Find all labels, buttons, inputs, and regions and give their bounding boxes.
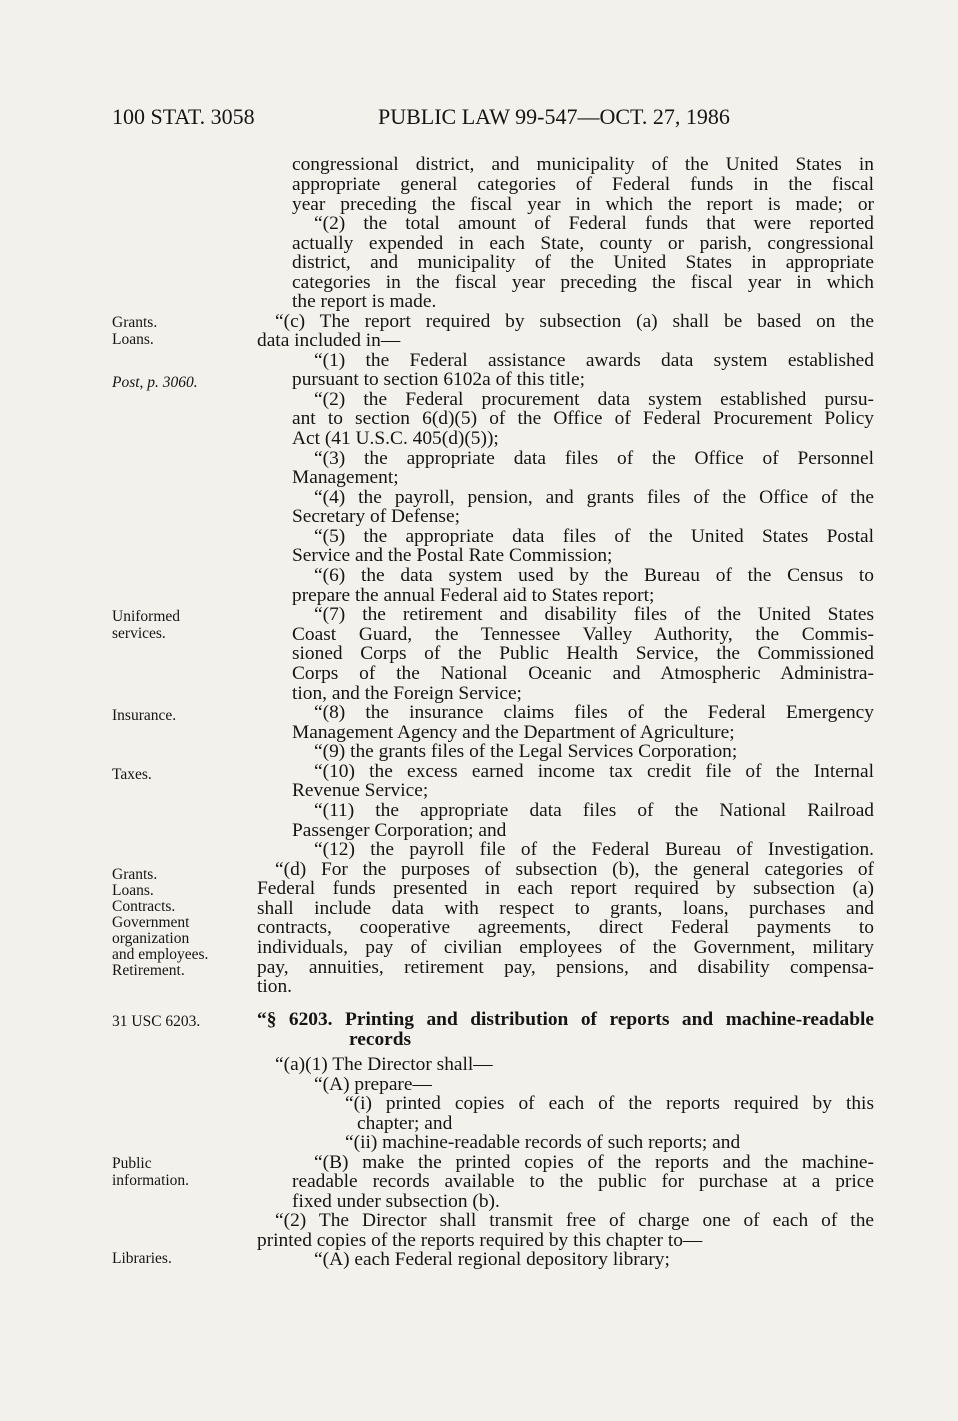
- text-line: “(A) each Federal regional depository library;: [314, 1249, 670, 1270]
- text-line: tion, and the Foreign Service;: [292, 683, 522, 704]
- margin-note-government: Government: [112, 914, 190, 931]
- margin-note-insurance: Insurance.: [112, 707, 177, 724]
- text-line: Coast Guard, the Tennessee Valley Authority, the Commis-: [292, 624, 874, 645]
- text-line: “(10) the excess earned income tax credit file of the Internal: [314, 761, 874, 782]
- text-line: appropriate general categories of Federal funds in the fiscal: [292, 174, 874, 195]
- text-line: “(5) the appropriate data files of the United States Postal: [314, 526, 874, 547]
- text-line: individuals, pay of civilian employees of the Government, military: [257, 937, 874, 958]
- text-line: Federal funds presented in each report required by subsection (a): [257, 878, 874, 899]
- text-line: “(B) make the printed copies of the reports and the machine-: [314, 1152, 874, 1173]
- margin-note-uniformed: Uniformed: [112, 608, 181, 625]
- text-line: “(6) the data system used by the Bureau of the Census to: [314, 565, 874, 586]
- text-line: “(1) the Federal assistance awards data system established: [314, 350, 874, 371]
- text-line: Act (41 U.S.C. 405(d)(5));: [292, 428, 499, 449]
- text-line: Service and the Postal Rate Commission;: [292, 545, 613, 566]
- text-line: “(d) For the purposes of subsection (b), the general categories of: [275, 859, 874, 880]
- text-line: “(c) The report required by subsection (a) shall be based on the: [275, 311, 874, 332]
- section-heading: “§ 6203. Printing and distribution of reports and machine-readable: [257, 1009, 874, 1030]
- stat-page-number: 100 STAT. 3058: [112, 104, 255, 129]
- text-line: readable records available to the public for purchase at a price: [292, 1171, 874, 1192]
- text-line: “(ii) machine-readable records of such reports; and: [345, 1132, 741, 1153]
- margin-note-post: Post, p. 3060.: [112, 374, 198, 391]
- margin-note-usc: 31 USC 6203.: [112, 1013, 201, 1030]
- margin-note-information: information.: [112, 1172, 190, 1189]
- text-line: shall include data with respect to grants, loans, purchases and: [257, 898, 874, 919]
- text-line: tion.: [257, 976, 293, 997]
- text-line: sioned Corps of the Public Health Service, the Commissioned: [292, 643, 874, 664]
- margin-note-organization: organization: [112, 930, 190, 947]
- margin-note-libraries: Libraries.: [112, 1250, 172, 1267]
- margin-note-contracts: Contracts.: [112, 898, 176, 915]
- text-line: year preceding the fiscal year in which the report is made; or: [292, 194, 874, 215]
- text-line: contracts, cooperative agreements, direct Federal payments to: [257, 917, 874, 938]
- text-line: chapter; and: [357, 1113, 453, 1134]
- page-header: [0, 104, 958, 136]
- text-line: ant to section 6(d)(5) of the Office of Federal Procurement Policy: [292, 408, 874, 429]
- text-line: “(11) the appropriate data files of the National Railroad: [314, 800, 874, 821]
- margin-note-retirement: Retirement.: [112, 962, 185, 979]
- margin-note-employees: and employees.: [112, 946, 209, 963]
- public-law-title: PUBLIC LAW 99-547—OCT. 27, 1986: [378, 104, 730, 129]
- margin-note-loans-2: Loans.: [112, 882, 154, 899]
- text-line: “(4) the payroll, pension, and grants files of the Office of the: [314, 487, 874, 508]
- text-line: Revenue Service;: [292, 780, 429, 801]
- text-line: “(12) the payroll file of the Federal Bureau of Investigation.: [314, 839, 874, 860]
- text-line: Secretary of Defense;: [292, 506, 460, 527]
- text-line: “(9) the grants files of the Legal Services Corporation;: [314, 741, 738, 762]
- text-line: fixed under subsection (b).: [292, 1191, 500, 1212]
- text-line: data included in—: [257, 330, 401, 351]
- text-line: Management;: [292, 467, 399, 488]
- text-line: congressional district, and municipality of the United States in: [292, 154, 874, 175]
- margin-note-grants-2: Grants.: [112, 866, 158, 883]
- text-line: actually expended in each State, county or parish, congressional: [292, 233, 874, 254]
- text-line: “(7) the retirement and disability files of the United States: [314, 604, 874, 625]
- text-line: prepare the annual Federal aid to States report;: [292, 585, 655, 606]
- text-line: pay, annuities, retirement pay, pensions, and disability compensa-: [257, 957, 874, 978]
- text-line: “(2) The Director shall transmit free of charge one of each of the: [275, 1210, 874, 1231]
- text-line: district, and municipality of the United States in appropriate: [292, 252, 874, 273]
- margin-note-services: services.: [112, 625, 166, 642]
- text-line: “(3) the appropriate data files of the Office of Personnel: [314, 448, 874, 469]
- text-line: “(A) prepare—: [314, 1074, 432, 1095]
- margin-note-loans: Loans.: [112, 331, 154, 348]
- text-line: the report is made.: [292, 291, 437, 312]
- text-line: Management Agency and the Department of Agriculture;: [292, 722, 735, 743]
- text-line: Corps of the National Oceanic and Atmospheric Administra-: [292, 663, 874, 684]
- section-heading-continued: records: [349, 1029, 412, 1050]
- text-line: “(8) the insurance claims files of the Federal Emergency: [314, 702, 874, 723]
- text-line: Passenger Corporation; and: [292, 820, 507, 841]
- text-line: “(2) the Federal procurement data system established pursu-: [314, 389, 874, 410]
- text-line: “(2) the total amount of Federal funds that were reported: [314, 213, 874, 234]
- text-line: “(a)(1) The Director shall—: [275, 1054, 493, 1075]
- text-line: printed copies of the reports required by this chapter to—: [257, 1230, 703, 1251]
- text-line: categories in the fiscal year preceding the fiscal year in which: [292, 272, 874, 293]
- text-line: pursuant to section 6102a of this title;: [292, 369, 585, 390]
- margin-note-public: Public: [112, 1155, 152, 1172]
- text-line: “(i) printed copies of each of the reports required by this: [345, 1093, 874, 1114]
- margin-note-taxes: Taxes.: [112, 766, 152, 783]
- margin-note-grants: Grants.: [112, 314, 158, 331]
